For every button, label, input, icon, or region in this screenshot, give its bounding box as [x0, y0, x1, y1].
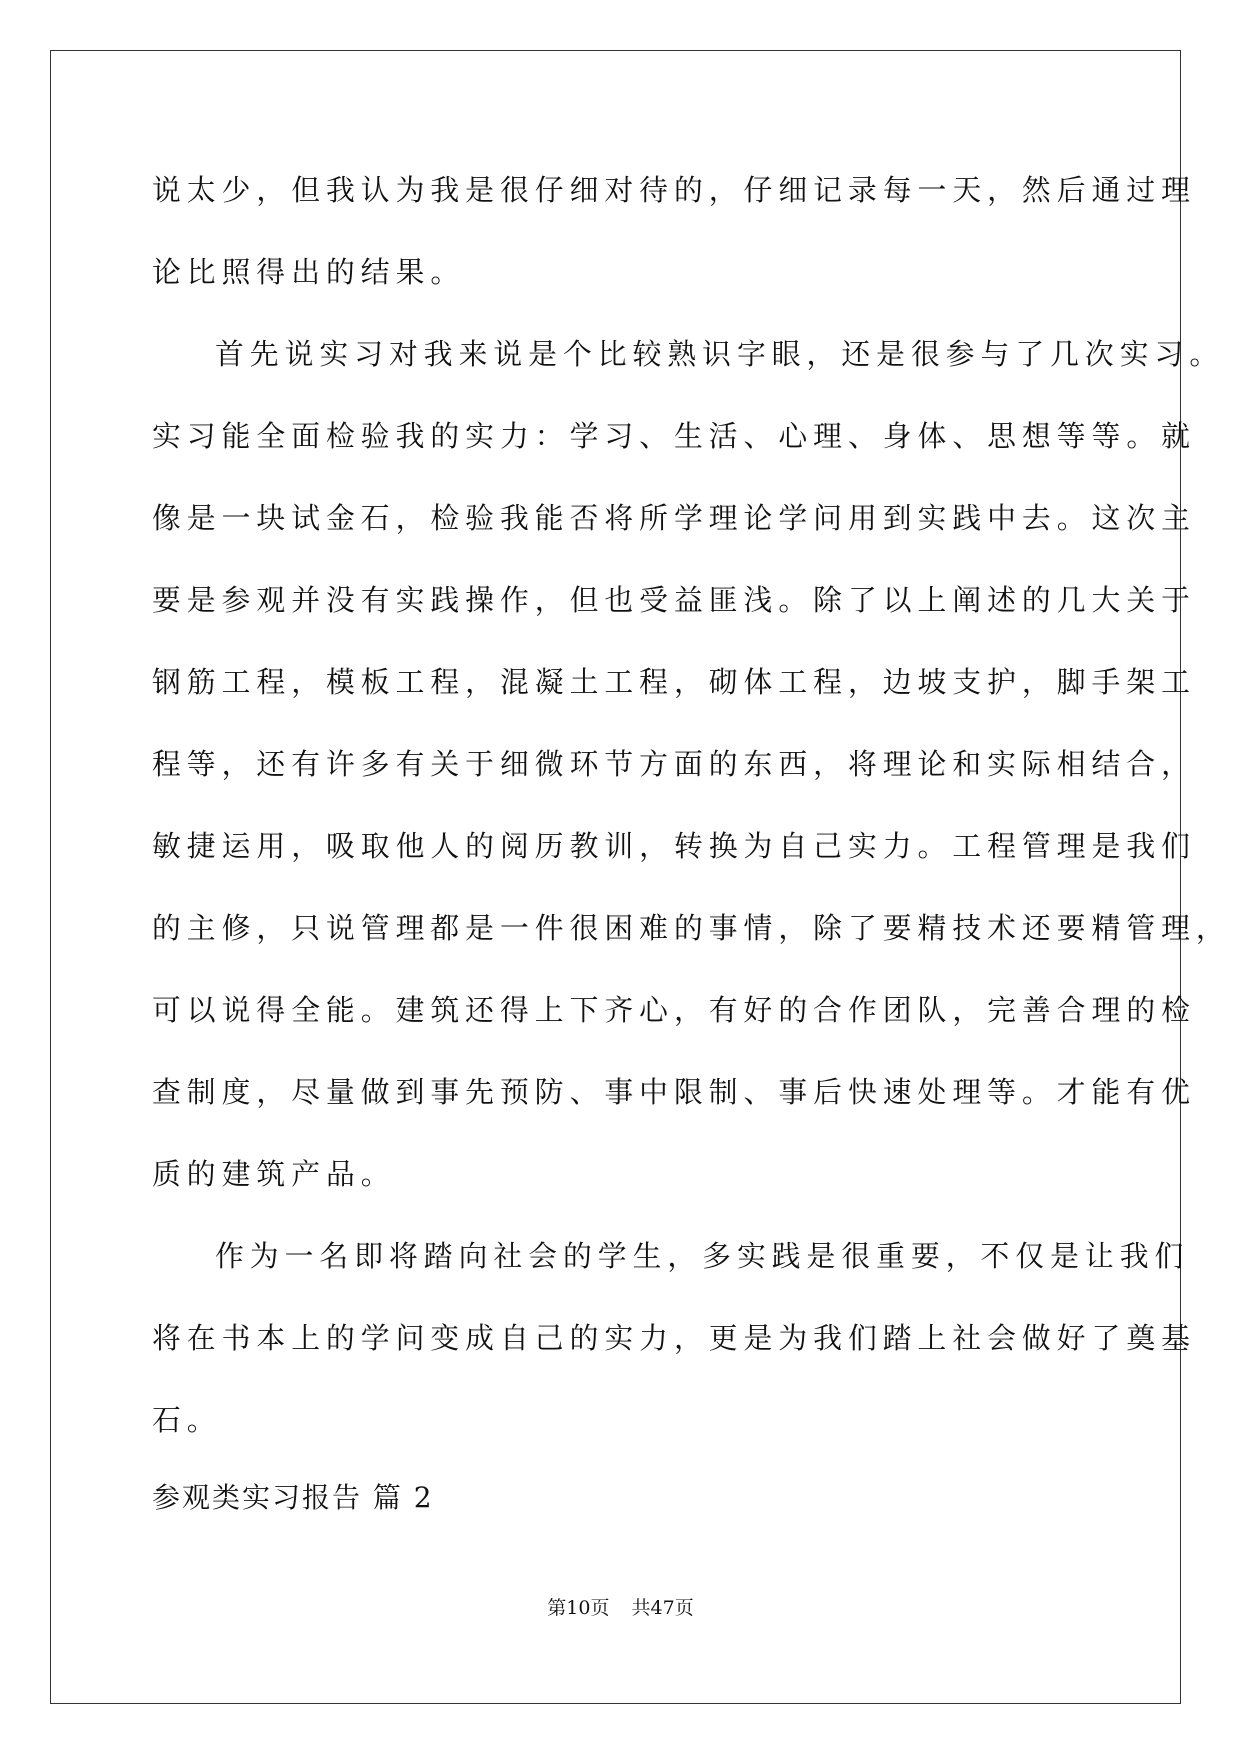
- text-line: 程等，还有许多有关于细微环节方面的东西，将理论和实际相结合，: [152, 747, 1196, 781]
- page-label-prefix: 第: [547, 1597, 567, 1619]
- total-label-prefix: 共: [631, 1597, 651, 1619]
- section-heading: 参观类实习报告 篇 2: [152, 1481, 434, 1514]
- paragraph-first-line: 作为一名即将踏向社会的学生，多实践是很重要，不仅是让我们: [215, 1239, 1190, 1273]
- text-line: 实习能全面检验我的实力：学习、生活、心理、身体、思想等等。就: [152, 419, 1196, 453]
- text-line: 的主修，只说管理都是一件很困难的事情，除了要精技术还要精管理，: [152, 911, 1231, 945]
- total-pages: 47: [650, 1597, 675, 1619]
- page-number: 10: [566, 1597, 591, 1619]
- text-line: 可以说得全能。建筑还得上下齐心，有好的合作团队，完善合理的检: [152, 993, 1196, 1027]
- page-border: [50, 50, 1181, 1704]
- text-line: 论比照得出的结果。: [152, 255, 466, 289]
- text-line: 要是参观并没有实践操作，但也受益匪浅。除了以上阐述的几大关于: [152, 583, 1196, 617]
- page-label-suffix: 页: [590, 1597, 610, 1619]
- page-footer: [0, 1596, 1241, 1620]
- paragraph-first-line: 首先说实习对我来说是个比较熟识字眼，还是很参与了几次实习。: [215, 337, 1225, 371]
- text-line: 石。: [152, 1403, 222, 1437]
- text-line: 将在书本上的学问变成自己的实力，更是为我们踏上社会做好了奠基: [152, 1321, 1196, 1355]
- text-line: 敏捷运用，吸取他人的阅历教训，转换为自己实力。工程管理是我们: [152, 829, 1196, 863]
- text-line: 说太少，但我认为我是很仔细对待的，仔细记录每一天，然后通过理: [152, 173, 1196, 207]
- text-line: 质的建筑产品。: [152, 1157, 396, 1191]
- total-label-suffix: 页: [674, 1597, 694, 1619]
- text-line: 钢筋工程，模板工程，混凝土工程，砌体工程，边坡支护，脚手架工: [152, 665, 1196, 699]
- text-line: 像是一块试金石，检验我能否将所学理论学问用到实践中去。这次主: [152, 501, 1196, 535]
- text-line: 查制度，尽量做到事先预防、事中限制、事后快速处理等。才能有优: [152, 1075, 1196, 1109]
